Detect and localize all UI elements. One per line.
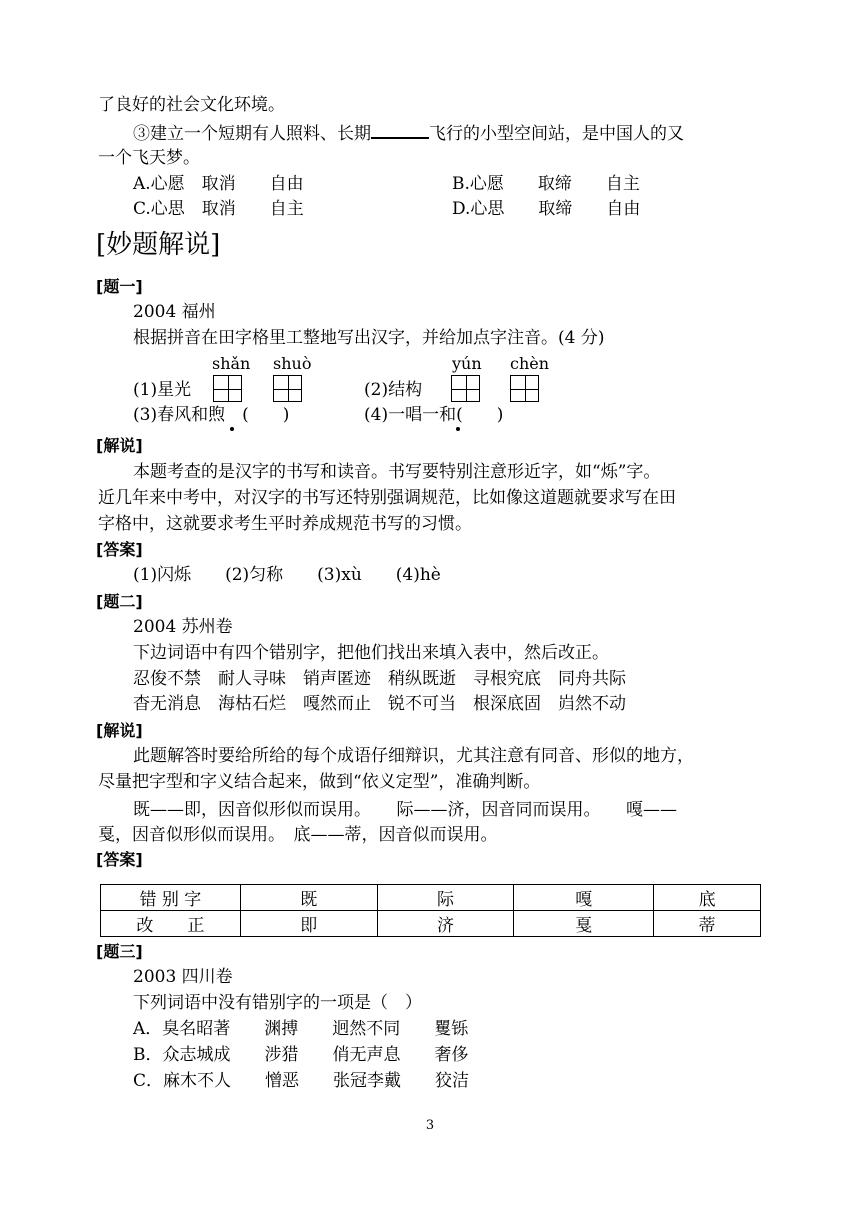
sentence-part: ③建立一个短期有人照料、长期: [133, 124, 371, 144]
word-list: 杳无消息 海枯石烂 嘎然而止 锐不可当 根深底固 岿然不动: [133, 694, 626, 714]
item-3: (3)春风和煦 ( ): [133, 405, 290, 425]
explain-line: 字格中，这就要求考生平时养成规范书写的习惯。: [98, 514, 472, 534]
word-list: 忍俊不禁 耐人寻味 销声匿迹 稍纵既逝 寻根究底 同舟共际: [133, 669, 626, 689]
option-b: B.心愿 取缔 自主: [452, 174, 640, 194]
sentence-part: 飞行的小型空间站，是中国人的又: [429, 124, 684, 144]
option-c: C.心思 取消 自主: [133, 199, 304, 219]
tianzi-grid[interactable]: [451, 375, 480, 402]
tianzi-grid[interactable]: [213, 375, 242, 402]
pinyin-label: shuò: [273, 354, 312, 373]
table-cell: 蒂: [654, 911, 761, 937]
tianzi-grid[interactable]: [273, 375, 302, 402]
emphasis-dot: [456, 427, 460, 431]
question-source: 2004 福州: [133, 302, 216, 322]
question-prompt: 下边词语中有四个错别字，把他们找出来填入表中，然后改正。: [133, 643, 609, 663]
fill-blank: [371, 121, 429, 139]
explain-line: 戛，因音似形似而误用。 底——蒂，因音似而误用。: [98, 825, 498, 845]
answer-line: (1)闪烁 (2)匀称 (3)xù (4)hè: [133, 565, 441, 585]
pinyin-label: yún: [452, 354, 482, 373]
text-line: 了良好的社会文化环境。: [98, 95, 285, 115]
explain-heading: [解说]: [96, 436, 143, 455]
explain-line: 既——即，因音似形似而误用。 际——济，因音同而误用。 嘎——: [133, 800, 677, 820]
page-number: 3: [425, 1118, 435, 1133]
question-prompt: 根据拼音在田字格里工整地写出汉字，并给加点字注音。(4 分): [133, 328, 605, 348]
table-cell: 济: [377, 911, 514, 937]
explain-line: 此题解答时要给所给的每个成语仔细辩识，尤其注意有同音、形似的地方，: [133, 746, 694, 766]
table-row: [101, 911, 761, 937]
question-heading: [题一]: [96, 277, 143, 296]
table-cell: 戛: [514, 911, 654, 937]
tianzi-grid[interactable]: [510, 375, 539, 402]
option-c: C．麻木不人 憎恶 张冠李戴 狡洁: [133, 1071, 470, 1091]
table-cell: 际: [377, 885, 514, 911]
table-cell: 底: [654, 885, 761, 911]
question-prompt: 下列词语中没有错别字的一项是（ ）: [133, 993, 422, 1013]
option-a: A．臭名昭著 渊搏 迥然不同 矍铄: [133, 1019, 469, 1039]
pinyin-label: chèn: [510, 354, 550, 373]
explain-line: 近几年来中考中，对汉字的书写还特别强调规范，比如像这道题就要求写在田: [98, 488, 676, 508]
table-row: [101, 885, 761, 911]
question-heading: [题三]: [96, 942, 143, 961]
section-title: [妙题解说]: [96, 230, 221, 260]
answer-heading: [答案]: [96, 540, 143, 559]
emphasis-dot: [230, 427, 234, 431]
explain-line: 本题考查的是汉字的书写和读音。书写要特别注意形近字，如“烁”字。: [133, 462, 661, 482]
question-heading: [题二]: [96, 592, 143, 611]
text-line: [133, 121, 684, 146]
option-b: B．众志城成 涉猎 俏无声息 奢侈: [133, 1045, 469, 1065]
option-d: D.心思 取缔 自由: [452, 199, 641, 219]
table-cell: 错 别 字: [101, 885, 241, 911]
answer-table: [100, 884, 761, 937]
question-source: 2003 四川卷: [133, 967, 233, 987]
table-cell: 嘎: [514, 885, 654, 911]
explain-line: 尽量把字型和字义结合起来，做到“依义定型”，准确判断。: [98, 772, 541, 792]
table-cell: 既: [240, 885, 377, 911]
answer-heading: [答案]: [96, 850, 143, 869]
option-a: A.心愿 取消 自由: [133, 174, 304, 194]
explain-heading: [解说]: [96, 721, 143, 740]
question-source: 2004 苏州卷: [133, 617, 233, 637]
text-line: 一个飞天梦。: [98, 148, 200, 168]
item-2: (2)结构: [364, 380, 423, 400]
item-4: (4)一唱一和( ): [364, 405, 504, 425]
table-cell: 即: [240, 911, 377, 937]
table-cell: 改 正: [101, 911, 241, 937]
pinyin-label: shǎn: [212, 354, 251, 373]
item-1: (1)星光: [133, 380, 192, 400]
